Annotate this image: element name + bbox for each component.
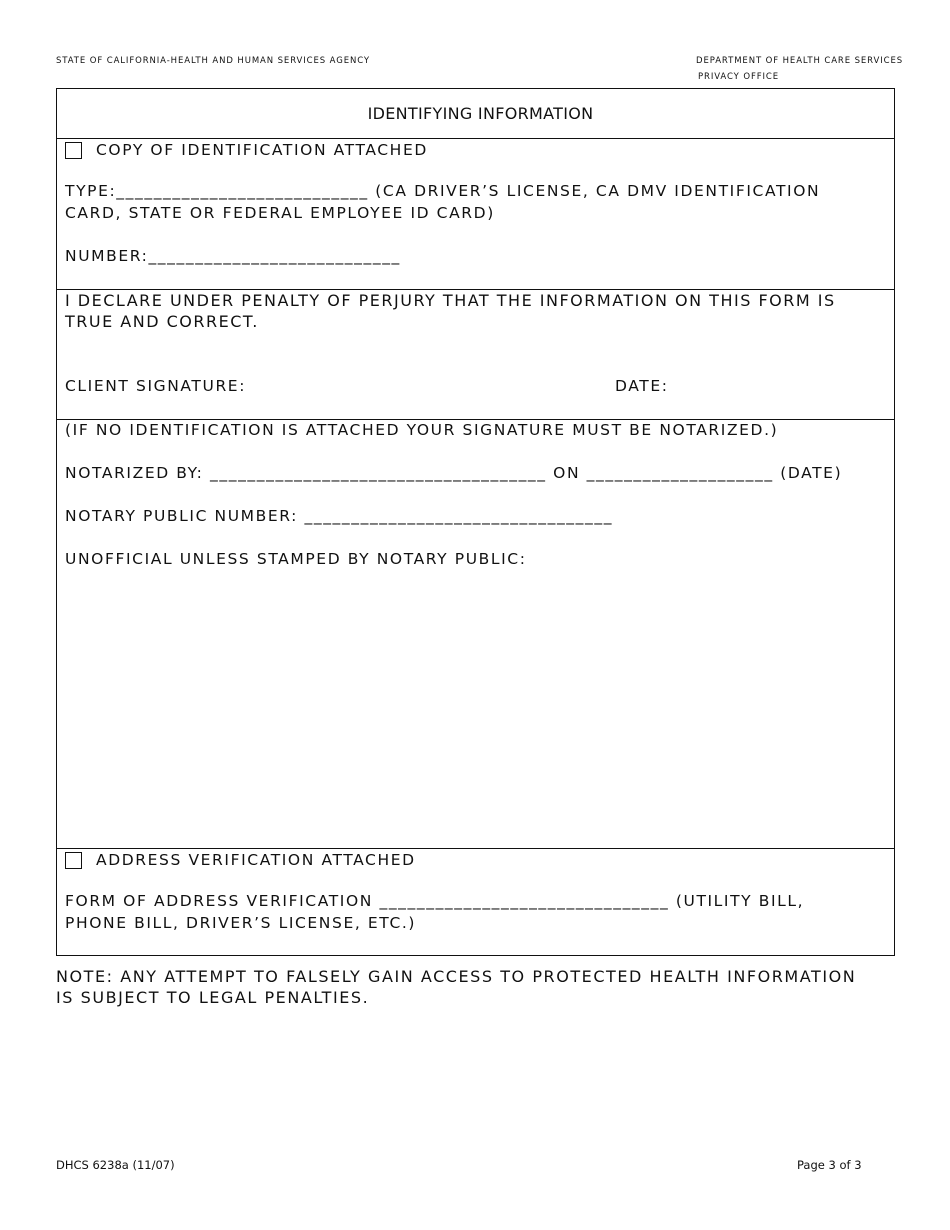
client-signature-field[interactable]: CLIENT SIGNATURE: bbox=[65, 377, 247, 395]
id-type-field[interactable]: TYPE:___________________________ (CA DRIVER’S LICENSE, CA DMV IDENTIFICATION bbox=[65, 182, 821, 200]
address-verification-checkbox[interactable] bbox=[65, 852, 82, 869]
legal-note-line-2: IS SUBJECT TO LEGAL PENALTIES. bbox=[56, 988, 370, 1007]
form-title: IDENTIFYING INFORMATION bbox=[367, 104, 594, 123]
page-number: Page 3 of 3 bbox=[797, 1158, 862, 1172]
agency-header: STATE OF CALIFORNIA-HEALTH AND HUMAN SERVICES AGENCY bbox=[56, 56, 371, 66]
identification-section bbox=[57, 138, 894, 289]
address-verification-field[interactable]: FORM OF ADDRESS VERIFICATION _______________________________ (UTILITY BILL, bbox=[65, 892, 805, 910]
address-checkbox-row[interactable] bbox=[65, 851, 416, 869]
identifying-information-form bbox=[56, 88, 895, 956]
declaration-section bbox=[57, 289, 894, 419]
declaration-line-2: TRUE AND CORRECT. bbox=[65, 312, 259, 331]
legal-note bbox=[56, 966, 856, 1008]
legal-note-line-1: NOTE: ANY ATTEMPT TO FALSELY GAIN ACCESS TO PROTECTED HEALTH INFORMATION bbox=[56, 967, 857, 986]
address-verification-hint: PHONE BILL, DRIVER’S LICENSE, ETC.) bbox=[65, 914, 417, 932]
identification-attached-label: COPY OF IDENTIFICATION ATTACHED bbox=[96, 141, 428, 159]
notarized-by-field[interactable]: NOTARIZED BY: ____________________________________ ON ____________________ (DATE) bbox=[65, 464, 843, 482]
address-verification-section bbox=[57, 848, 894, 955]
id-type-hint: CARD, STATE OR FEDERAL EMPLOYEE ID CARD) bbox=[65, 204, 495, 222]
notary-public-number-field[interactable]: NOTARY PUBLIC NUMBER: _________________________________ bbox=[65, 507, 614, 525]
id-number-field[interactable]: NUMBER:___________________________ bbox=[65, 247, 401, 265]
notary-section bbox=[57, 419, 894, 848]
form-number: DHCS 6238a (11/07) bbox=[56, 1158, 175, 1172]
office-header: PRIVACY OFFICE bbox=[698, 72, 780, 82]
declaration-line-1: I DECLARE UNDER PENALTY OF PERJURY THAT THE INFORMATION ON THIS FORM IS bbox=[65, 291, 836, 310]
identification-attached-checkbox[interactable] bbox=[65, 142, 82, 159]
department-header: DEPARTMENT OF HEALTH CARE SERVICES bbox=[696, 56, 904, 66]
notary-stamp-note: UNOFFICIAL UNLESS STAMPED BY NOTARY PUBLIC: bbox=[65, 550, 527, 568]
notary-instruction: (IF NO IDENTIFICATION IS ATTACHED YOUR SIGNATURE MUST BE NOTARIZED.) bbox=[65, 421, 779, 439]
form-title-section bbox=[57, 89, 894, 138]
identification-checkbox-row[interactable] bbox=[65, 141, 428, 159]
address-verification-label: ADDRESS VERIFICATION ATTACHED bbox=[96, 851, 416, 869]
signature-date-field[interactable]: DATE: bbox=[615, 377, 669, 395]
